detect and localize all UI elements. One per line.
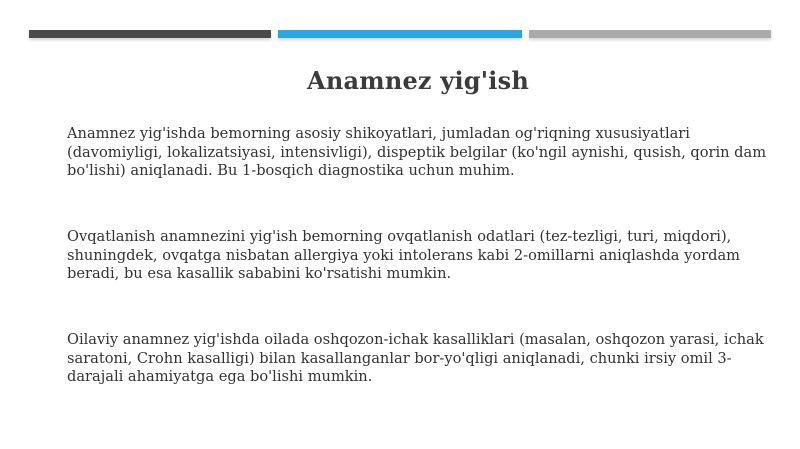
accent-bar-dark <box>29 30 271 38</box>
paragraph-complaints-history: Anamnez yig'ishda bemorning asosiy shikoyatlari, jumladan og'riqning xususiyatlari (davomiyligi, lokalizatsiyasi, intensivligi), dispeptik belgilar (ko'ngil aynishi, qusish, qorin dam bo'lishi) aniqlanadi. Bu 1-bosqich diagnostika uchun muhim. <box>67 125 767 179</box>
accent-bar-blue <box>278 30 522 38</box>
paragraph-nutrition-history: Ovqatlanish anamnezini yig'ish bemorning ovqatlanish odatlari (tez-tezligi, turi, miqdori), shuningdek, ovqatga nisbatan allergiya yoki intolerans kabi 2-omillarni aniqlashda yordam beradi, bu esa kasallik sababini ko'rsatishi mumkin. <box>67 228 741 282</box>
top-accent-bars <box>29 30 771 38</box>
paragraph-family-history: Oilaviy anamnez yig'ishda oilada oshqozon-ichak kasalliklari (masalan, oshqozon yarasi, ichak saratoni, Crohn kasalligi) bilan kasallanganlar bor-yo'qligi aniqlanadi, chunki irsiy omil 3-darajali ahamiyatga ega bo'lishi mumkin. <box>67 331 764 385</box>
accent-bar-gray <box>529 30 771 38</box>
slide-title: Anamnez yig'ish <box>307 66 529 96</box>
